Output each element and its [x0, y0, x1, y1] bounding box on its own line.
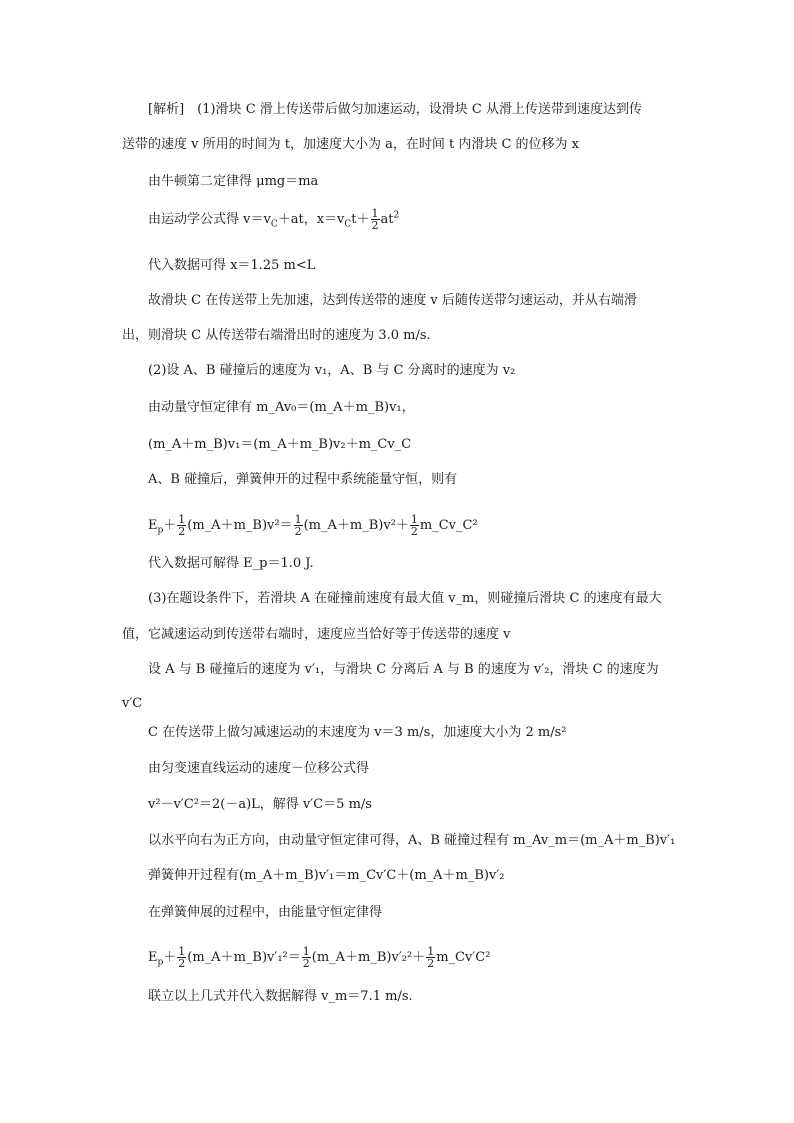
l12-plus: ＋ [163, 518, 177, 533]
line-8: (2)设 A、B 碰撞后的速度为 v₁，A、B 与 C 分离时的速度为 v₂ [148, 363, 516, 378]
frac-den: 2 [178, 525, 186, 538]
l4-b: ＋at，x＝v [277, 212, 345, 227]
fraction [426, 946, 435, 969]
fraction [302, 946, 311, 969]
line-24 [148, 946, 490, 969]
fraction [177, 514, 186, 537]
l24-sub: p [157, 957, 164, 968]
frac-den: 2 [294, 525, 302, 538]
line-23: 在弹簧伸展的过程中，由能量守恒定律得 [148, 905, 383, 920]
l24-plus: ＋ [163, 950, 177, 965]
l4-sub2: C [344, 219, 352, 230]
line-20: v²－v′C²＝2(－a)L，解得 v′C＝5 m/s [148, 797, 372, 812]
frac-num: 1 [410, 513, 418, 526]
line-5: 代入数据可得 x＝1.25 m<L [148, 258, 316, 273]
line-14: (3)在题设条件下，若滑块 A 在碰撞前速度有最大值 v_m，则碰撞后滑块 C 的速度有最大 [148, 591, 662, 606]
line-19: 由匀变速直线运动的速度－位移公式得 [148, 761, 370, 776]
l12-d: (m_A＋m_B)v²＝ [187, 518, 293, 533]
line-6: 故滑块 C 在传送带上先加速，达到传送带的速度 v 后随传送带匀速运动，并从右端滑 [148, 293, 637, 308]
l4-a: 由运动学公式得 v＝v [148, 212, 271, 227]
frac-num: 1 [302, 945, 310, 958]
l12-e2: (m_A＋m_B)v²＋ [303, 518, 409, 533]
frac-num: 1 [178, 945, 186, 958]
line-18: C 在传送带上做匀减速运动的末速度为 v＝3 m/s，加速度大小为 2 m/s² [148, 725, 567, 740]
line-9: 由动量守恒定律有 m_Av₀＝(m_A＋m_B)v₁， [148, 400, 415, 415]
line-3: 由牛顿第二定律得 μmg＝ma [148, 174, 319, 189]
l12-f: m_Cv_C² [419, 518, 478, 533]
line-15: 值，它减速运动到传送带右端时，速度应当恰好等于传送带的速度 v [122, 627, 511, 642]
line-10: (m_A＋m_B)v₁＝(m_A＋m_B)v₂＋m_Cv_C [148, 437, 412, 452]
frac-num: 1 [178, 513, 186, 526]
frac-den: 2 [178, 957, 186, 970]
frac-den: 2 [427, 957, 435, 970]
frac-den: 2 [410, 525, 418, 538]
frac-den: 2 [371, 219, 379, 232]
line-13: 代入数据可解得 E_p＝1.0 J. [148, 556, 314, 571]
line-2: 送带的速度 v 所用的时间为 t，加速度大小为 a，在时间 t 内滑块 C 的位移为 x [122, 137, 580, 152]
l12-e: E [148, 518, 158, 533]
line-21: 以水平向右为正方向，由动量守恒定律可得，A、B 碰撞过程有 m_Av_m＝(m_A＋m_B)v′₁ [148, 833, 676, 848]
fraction [371, 208, 380, 231]
frac-num: 1 [294, 513, 302, 526]
fraction [294, 514, 303, 537]
line-25: 联立以上几式并代入数据解得 v_m＝7.1 m/s. [148, 989, 413, 1004]
fraction [177, 946, 186, 969]
frac-den: 2 [302, 957, 310, 970]
l12-sub: p [157, 525, 164, 536]
line-7: 出，则滑块 C 从传送带右端滑出时的速度为 3.0 m/s. [122, 328, 431, 343]
line-22: 弹簧伸开过程有(m_A＋m_B)v′₁＝m_Cv′C＋(m_A＋m_B)v′₂ [148, 868, 505, 883]
line-1: [解析] (1)滑块 C 滑上传送带后做匀加速运动，设滑块 C 从滑上传送带到速度达到传 [148, 102, 642, 117]
fraction [410, 514, 419, 537]
frac-num: 1 [427, 945, 435, 958]
l4-sub: C [270, 219, 278, 230]
line-4 [148, 208, 399, 231]
line-12 [148, 514, 478, 537]
l24-d: (m_A＋m_B)v′₁²＝ [187, 950, 301, 965]
l24-e2: (m_A＋m_B)v′₂²＋ [311, 950, 426, 965]
l24-e: E [148, 950, 158, 965]
l4-c: t＋ [351, 212, 370, 227]
line-16: 设 A 与 B 碰撞后的速度为 v′₁，与滑块 C 分离后 A 与 B 的速度为 v′₂，滑块 C 的速度为 [148, 662, 659, 677]
line-11: A、B 碰撞后，弹簧伸开的过程中系统能量守恒，则有 [148, 472, 458, 487]
line-17: v′C [122, 696, 143, 711]
l4-d: at [380, 212, 394, 227]
frac-num: 1 [371, 207, 379, 220]
l24-f: m_Cv′C² [436, 950, 491, 965]
l4-sup: 2 [393, 210, 400, 221]
